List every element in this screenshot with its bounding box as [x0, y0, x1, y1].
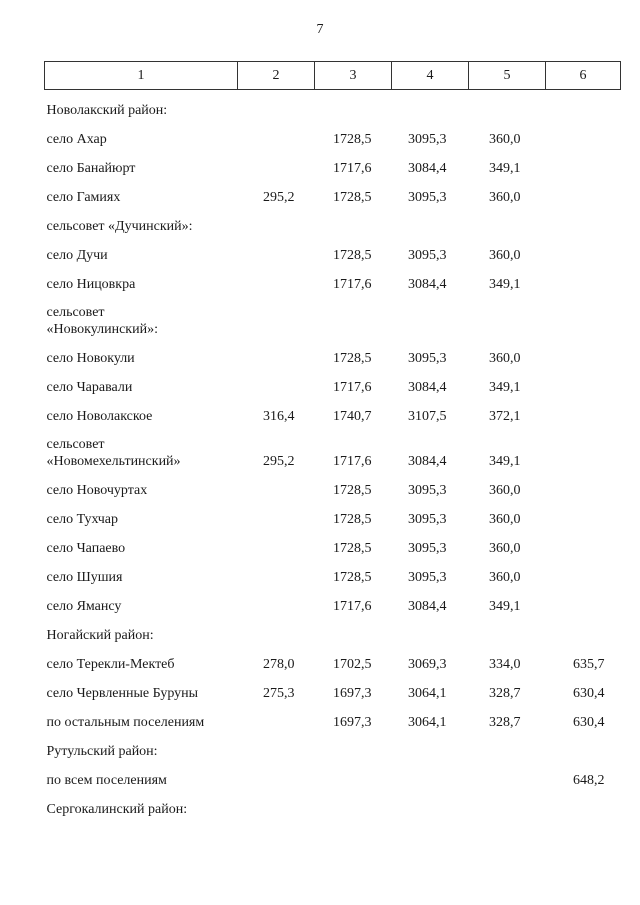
value-cell-col-4: 3095,3 — [408, 189, 447, 205]
value-cell-col-5: 328,7 — [489, 685, 521, 701]
value-cell-col-3 — [315, 789, 392, 818]
settlement-name: сельсовет «Дучинский»: — [46, 218, 193, 234]
value-cell-col-4: 3107,5 — [408, 408, 447, 424]
value-cell-col-3: 1717,6 — [333, 453, 372, 469]
value-cell-col-2 — [238, 528, 315, 557]
value-cell-col-4 — [392, 731, 469, 760]
value-cell-col-2 — [238, 90, 315, 119]
tariff-table — [44, 61, 621, 818]
value-cell-col-3: 1717,6 — [333, 379, 372, 395]
value-cell-col-6 — [546, 206, 621, 235]
value-cell-col-5 — [469, 206, 546, 235]
table-row — [45, 177, 621, 206]
value-cell-col-5: 349,1 — [489, 379, 521, 395]
settlement-name: село Тухчар — [46, 511, 118, 527]
table-header — [45, 62, 621, 90]
value-cell-col-4: 3084,4 — [408, 379, 447, 395]
value-cell-col-6: 630,4 — [573, 685, 605, 701]
value-cell-col-6 — [546, 119, 621, 148]
column-header: 6 — [546, 62, 621, 90]
value-cell-col-2 — [238, 119, 315, 148]
table-body — [45, 90, 621, 818]
value-cell-col-6 — [546, 177, 621, 206]
value-cell-col-5: 349,1 — [489, 276, 521, 292]
value-cell-col-6 — [546, 615, 621, 644]
value-cell-col-6 — [546, 338, 621, 367]
column-header: 3 — [315, 62, 392, 90]
value-cell-col-6 — [546, 470, 621, 499]
value-cell-col-6: 630,4 — [573, 714, 605, 730]
value-cell-col-2 — [238, 148, 315, 177]
value-cell-col-5: 360,0 — [489, 350, 521, 366]
settlement-name: село Гамиях — [46, 189, 121, 205]
settlement-name: сельсовет «Новомехельтинский» — [46, 436, 181, 469]
value-cell-col-5: 360,0 — [489, 540, 521, 556]
value-cell-col-5: 349,1 — [489, 160, 521, 176]
value-cell-col-6: 648,2 — [573, 772, 605, 788]
value-cell-col-2 — [238, 235, 315, 264]
value-cell-col-4: 3095,3 — [408, 482, 447, 498]
value-cell-col-3 — [315, 206, 392, 235]
value-cell-col-5 — [469, 760, 546, 789]
settlement-name: Сергокалинский район: — [46, 801, 188, 817]
value-cell-col-2 — [238, 789, 315, 818]
value-cell-col-2: 275,3 — [263, 685, 295, 701]
table-row — [45, 789, 621, 818]
table-row — [45, 264, 621, 293]
table-row — [45, 235, 621, 264]
settlement-name: село Новочуртах — [46, 482, 148, 498]
value-cell-col-4: 3095,3 — [408, 131, 447, 147]
settlement-name: село Новолакское — [46, 408, 153, 424]
table-row — [45, 731, 621, 760]
value-cell-col-2 — [238, 499, 315, 528]
value-cell-col-6 — [546, 367, 621, 396]
value-cell-col-3 — [315, 615, 392, 644]
settlement-name: Новолакский район: — [46, 102, 168, 118]
value-cell-col-4: 3064,1 — [408, 685, 447, 701]
table-row — [45, 702, 621, 731]
settlement-name: село Новокули — [46, 350, 135, 366]
value-cell-col-3: 1717,6 — [333, 598, 372, 614]
value-cell-col-2 — [238, 615, 315, 644]
value-cell-col-4: 3095,3 — [408, 350, 447, 366]
value-cell-col-2 — [238, 760, 315, 789]
table-row — [45, 470, 621, 499]
table-row — [45, 673, 621, 702]
value-cell-col-3: 1702,5 — [333, 656, 372, 672]
value-cell-col-5 — [469, 731, 546, 760]
value-cell-col-3 — [315, 731, 392, 760]
header-row — [45, 62, 621, 90]
value-cell-col-2 — [238, 206, 315, 235]
table-row — [45, 206, 621, 235]
value-cell-col-5 — [469, 90, 546, 119]
settlement-name: село Червленные Буруны — [46, 685, 199, 701]
value-cell-col-6: 635,7 — [573, 656, 605, 672]
value-cell-col-5 — [469, 615, 546, 644]
column-header: 2 — [238, 62, 315, 90]
value-cell-col-6 — [546, 264, 621, 293]
settlement-name: по всем поселениям — [46, 772, 167, 788]
value-cell-col-5: 349,1 — [489, 598, 521, 614]
settlement-name: по остальным поселениям — [46, 714, 205, 730]
value-cell-col-5: 334,0 — [489, 656, 521, 672]
value-cell-col-3: 1728,5 — [333, 540, 372, 556]
value-cell-col-4: 3084,4 — [408, 160, 447, 176]
settlement-name: село Ницовкра — [46, 276, 136, 292]
column-header: 1 — [45, 62, 238, 90]
table-row — [45, 528, 621, 557]
table-row — [45, 499, 621, 528]
value-cell-col-6 — [546, 499, 621, 528]
value-cell-col-5: 360,0 — [489, 482, 521, 498]
value-cell-col-6 — [546, 425, 621, 470]
value-cell-col-3: 1728,5 — [333, 189, 372, 205]
column-header: 4 — [392, 62, 469, 90]
settlement-name: село Банайюрт — [46, 160, 136, 176]
value-cell-col-5 — [469, 789, 546, 818]
tariff-table-container — [44, 61, 620, 818]
table-row — [45, 396, 621, 425]
page-number: 7 — [316, 22, 324, 37]
value-cell-col-4: 3095,3 — [408, 569, 447, 585]
value-cell-col-2 — [238, 338, 315, 367]
value-cell-col-6 — [546, 90, 621, 119]
value-cell-col-5 — [469, 293, 546, 338]
table-row — [45, 90, 621, 119]
value-cell-col-2: 295,2 — [263, 189, 295, 205]
value-cell-col-6 — [546, 235, 621, 264]
value-cell-col-6 — [546, 396, 621, 425]
value-cell-col-6 — [546, 586, 621, 615]
settlement-name: село Чаравали — [46, 379, 133, 395]
value-cell-col-2 — [238, 702, 315, 731]
value-cell-col-6 — [546, 789, 621, 818]
value-cell-col-2: 295,2 — [263, 453, 295, 469]
value-cell-col-3: 1728,5 — [333, 350, 372, 366]
value-cell-col-3: 1728,5 — [333, 482, 372, 498]
value-cell-col-3: 1728,5 — [333, 247, 372, 263]
value-cell-col-2 — [238, 470, 315, 499]
table-row — [45, 119, 621, 148]
value-cell-col-4: 3084,4 — [408, 453, 447, 469]
value-cell-col-4: 3084,4 — [408, 276, 447, 292]
value-cell-col-5: 360,0 — [489, 131, 521, 147]
value-cell-col-4 — [392, 90, 469, 119]
settlement-name: сельсовет «Новокулинский»: — [46, 304, 158, 337]
value-cell-col-3: 1728,5 — [333, 131, 372, 147]
settlement-name: село Ахар — [46, 131, 107, 147]
value-cell-col-3: 1740,7 — [333, 408, 372, 424]
value-cell-col-3: 1728,5 — [333, 511, 372, 527]
value-cell-col-2: 316,4 — [263, 408, 295, 424]
settlement-name: село Дучи — [46, 247, 108, 263]
value-cell-col-4 — [392, 760, 469, 789]
value-cell-col-4: 3069,3 — [408, 656, 447, 672]
settlement-name: село Терекли-Мектеб — [46, 656, 175, 672]
value-cell-col-2 — [238, 264, 315, 293]
value-cell-col-5: 360,0 — [489, 189, 521, 205]
value-cell-col-3: 1717,6 — [333, 160, 372, 176]
value-cell-col-4 — [392, 615, 469, 644]
settlement-name: село Чапаево — [46, 540, 126, 556]
table-row — [45, 760, 621, 789]
table-row — [45, 293, 621, 338]
value-cell-col-5: 360,0 — [489, 511, 521, 527]
value-cell-col-4: 3064,1 — [408, 714, 447, 730]
value-cell-col-3 — [315, 90, 392, 119]
table-row — [45, 367, 621, 396]
column-header: 5 — [469, 62, 546, 90]
value-cell-col-2 — [238, 367, 315, 396]
value-cell-col-4 — [392, 789, 469, 818]
table-row — [45, 644, 621, 673]
settlement-name: село Ямансу — [46, 598, 122, 614]
value-cell-col-3: 1717,6 — [333, 276, 372, 292]
value-cell-col-6 — [546, 293, 621, 338]
value-cell-col-6 — [546, 148, 621, 177]
value-cell-col-4 — [392, 206, 469, 235]
value-cell-col-6 — [546, 557, 621, 586]
settlement-name: Ногайский район: — [46, 627, 154, 643]
value-cell-col-2: 278,0 — [263, 656, 295, 672]
value-cell-col-3 — [315, 760, 392, 789]
value-cell-col-3: 1697,3 — [333, 714, 372, 730]
value-cell-col-3: 1728,5 — [333, 569, 372, 585]
value-cell-col-4: 3095,3 — [408, 511, 447, 527]
value-cell-col-3: 1697,3 — [333, 685, 372, 701]
settlement-name: село Шушия — [46, 569, 123, 585]
table-row — [45, 557, 621, 586]
table-row — [45, 425, 621, 470]
value-cell-col-2 — [238, 586, 315, 615]
value-cell-col-2 — [238, 293, 315, 338]
value-cell-col-5: 372,1 — [489, 408, 521, 424]
value-cell-col-6 — [546, 731, 621, 760]
value-cell-col-2 — [238, 557, 315, 586]
value-cell-col-5: 360,0 — [489, 569, 521, 585]
table-row — [45, 586, 621, 615]
value-cell-col-5: 360,0 — [489, 247, 521, 263]
value-cell-col-3 — [315, 293, 392, 338]
value-cell-col-5: 328,7 — [489, 714, 521, 730]
value-cell-col-4 — [392, 293, 469, 338]
table-row — [45, 615, 621, 644]
value-cell-col-6 — [546, 528, 621, 557]
settlement-name: Рутульский район: — [46, 743, 158, 759]
value-cell-col-5: 349,1 — [489, 453, 521, 469]
value-cell-col-4: 3095,3 — [408, 247, 447, 263]
table-row — [45, 338, 621, 367]
table-row — [45, 148, 621, 177]
value-cell-col-2 — [238, 731, 315, 760]
value-cell-col-4: 3084,4 — [408, 598, 447, 614]
value-cell-col-4: 3095,3 — [408, 540, 447, 556]
